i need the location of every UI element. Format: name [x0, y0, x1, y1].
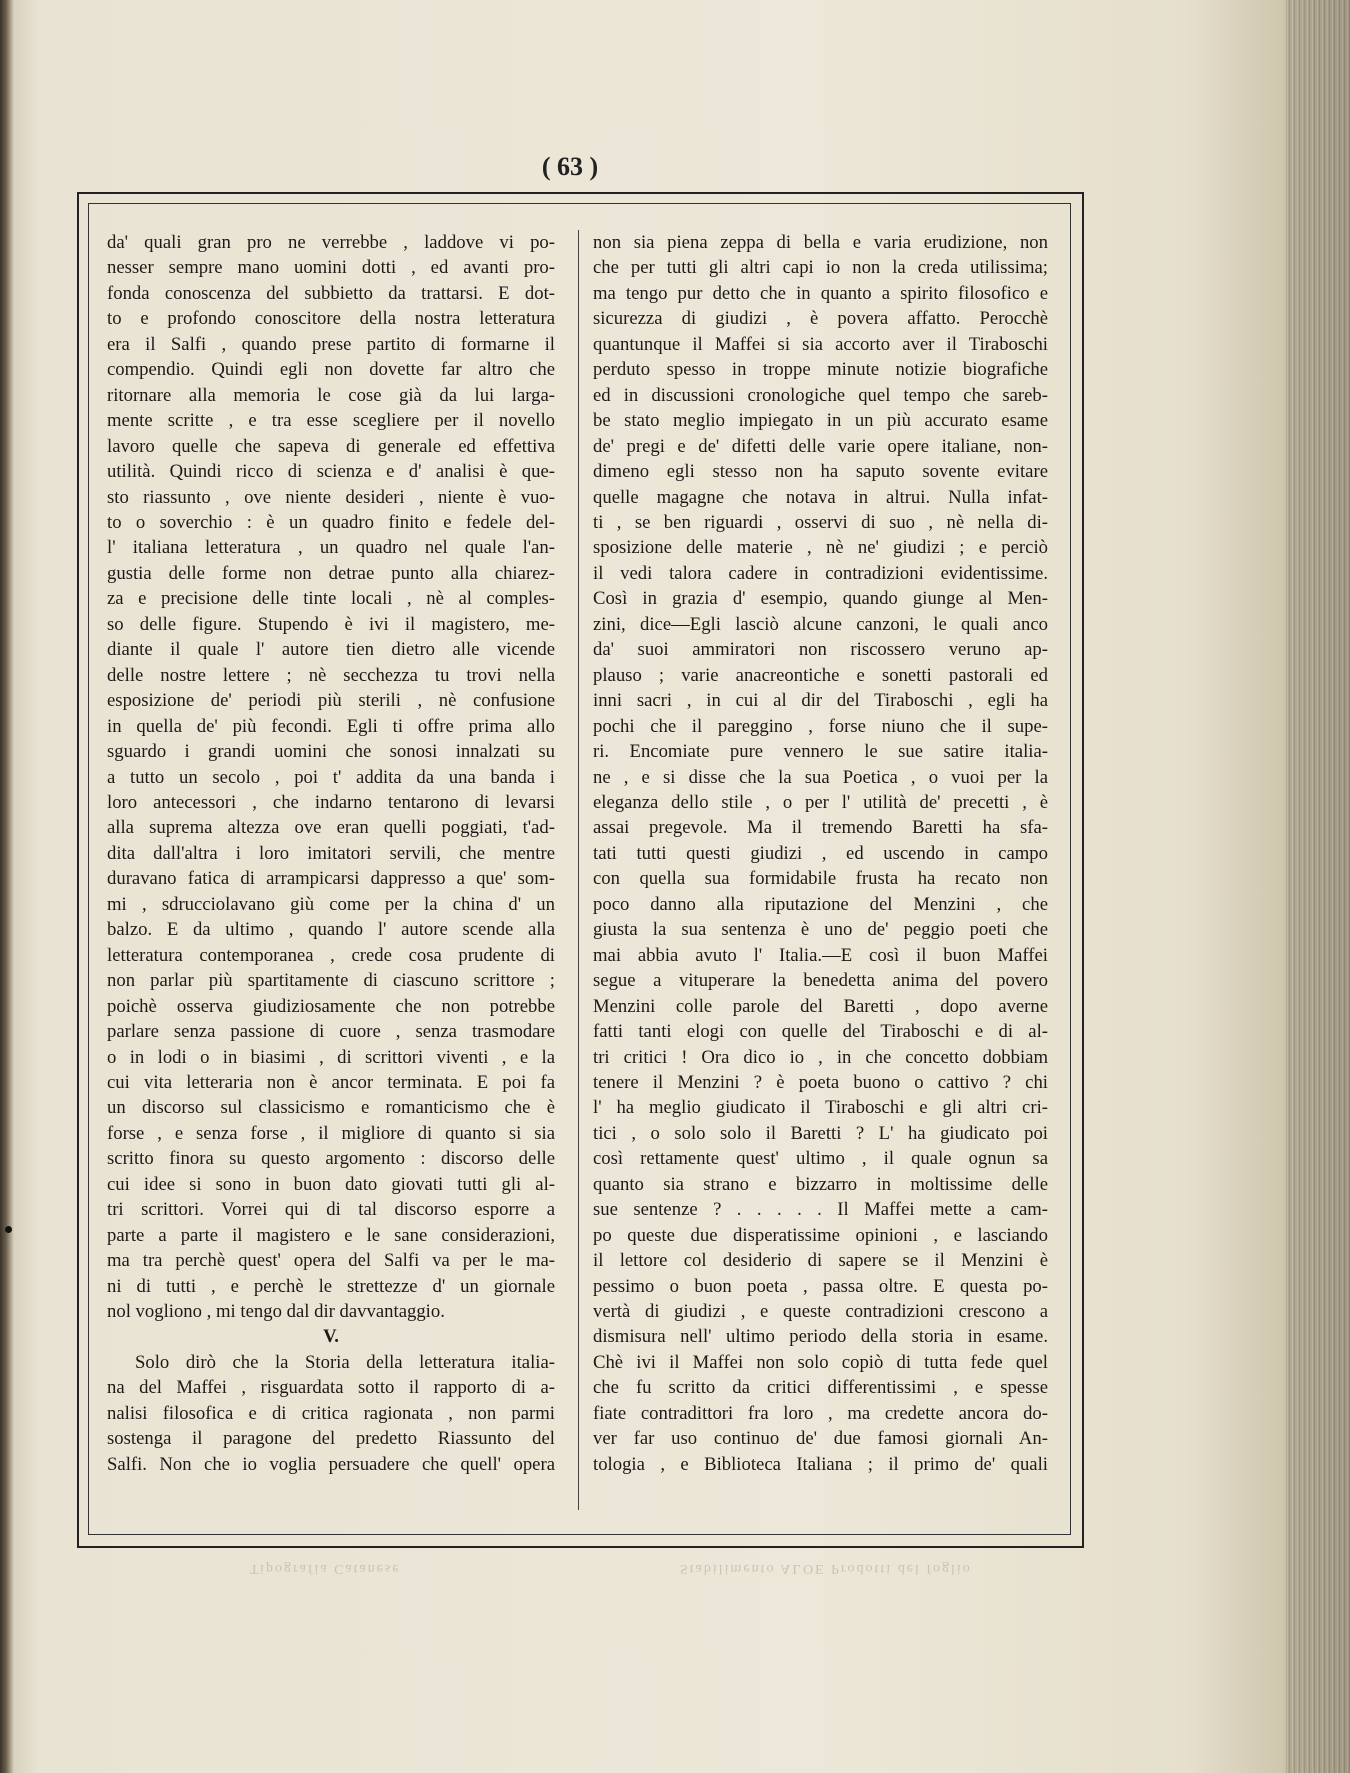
text-line: tri scrittori. Vorrei qui di tal discorso esporre a [107, 1199, 555, 1221]
text-line: non parlar più spartitamente di ciascuno scrittore ; [107, 970, 555, 992]
text-line: delle nostre lettere ; nè secchezza tu trovi nella [107, 664, 555, 686]
text-line: to e profondo conoscitore della nostra letteratura [107, 308, 555, 330]
text-line: era il Salfi , quando prese partito di formarne il [107, 333, 555, 355]
page-number: ( 63 ) [541, 152, 599, 181]
text-line: sguardo i grandi uomini che sonosi innalzati su [107, 741, 555, 763]
text-line: po queste due disperatissime opinioni , e lasciando [593, 1224, 1048, 1246]
text-line: na del Maffei , risguardata sotto il rapporto di a- [107, 1377, 555, 1399]
text-line: fiate contradittori fra loro , ma credette ancora do- [593, 1402, 1048, 1424]
text-line: da' suoi ammiratori non riscossero veruno ap- [593, 639, 1048, 661]
text-line: segue a vituperare la benedetta anima del povero [593, 970, 1048, 992]
text-line: balzo. E da ultimo , quando l' autore scende alla [107, 919, 555, 941]
text-line: giusta la sua sentenza è uno de' peggio poeti che [593, 919, 1048, 941]
text-line: ne , e si disse che la sua Poetica , o vuoi per la [593, 766, 1048, 788]
right-column [593, 230, 1048, 1515]
text-line: utilità. Quindi ricco di scienza e d' analisi è que- [107, 461, 555, 483]
text-line: forse , e senza forse , il migliore di quanto si sia [107, 1122, 555, 1144]
text-line: so delle figure. Stupendo è ivi il magistero, me- [107, 613, 555, 635]
text-line: ver far uso continuo de' due famosi giornali An- [593, 1428, 1048, 1450]
text-line: sto riassunto , ove niente desideri , niente è vuo- [107, 486, 555, 508]
text-line: tologia , e Biblioteca Italiana ; il primo de' quali [593, 1453, 1048, 1475]
text-line: poco danno alla riputazione del Menzini , che [593, 893, 1048, 915]
text-line: che fu scritto da critici differentissimi , e spesse [593, 1377, 1048, 1399]
text-line: così rettamente quest' ultimo , il quale ognun sa [593, 1148, 1048, 1170]
text-line: sostenga il paragone del predetto Riassunto del [107, 1428, 555, 1450]
text-line: Solo dirò che la Storia della letteratura italia- [135, 1351, 555, 1373]
text-line: mente scritte , e tra esse scegliere per il novello [107, 410, 555, 432]
text-line: Chè ivi il Maffei non solo copiò di tutta fede quel [593, 1351, 1048, 1373]
text-line: scritto finora su questo argomento : discorso delle [107, 1148, 555, 1170]
text-line: fatti tanti elogi con quelle del Tiraboschi e di al- [593, 1021, 1048, 1043]
text-line: parlare senza passione di cuore , senza trasmodare [107, 1021, 555, 1043]
text-line: pessimo o buon poeta , passa oltre. E questa po- [593, 1275, 1048, 1297]
text-line: non sia piena zeppa di bella e varia erudizione, non [593, 232, 1048, 253]
text-line: da' quali gran pro ne verrebbe , laddove vi po- [107, 232, 555, 253]
text-line: duravano fatica di arrampicarsi dappresso a que' som- [107, 868, 555, 890]
text-line: alla suprema altezza ove eran quelli poggiati, t'ad- [107, 817, 555, 839]
margin-mark [5, 1226, 12, 1233]
text-line: ritornare alla memoria le cose già da lui larga- [107, 384, 555, 406]
text-line: o in lodi o in biasimi , di scrittori viventi , e la [107, 1046, 555, 1068]
text-line: sposizione delle materie , nè ne' giudizi ; e perciò [593, 537, 1048, 559]
text-line: tati tutti questi giudizi , ed uscendo in campo [593, 842, 1048, 864]
text-line: letteratura contemporanea , crede cosa prudente di [107, 944, 555, 966]
text-line: Menzini colle parole del Baretti , dopo averne [593, 995, 1048, 1017]
text-line: esposizione de' periodi più sterili , nè confusione [107, 690, 555, 712]
text-line: lavoro quelle che sapeva di generale ed effettiva [107, 435, 555, 457]
text-line: un discorso sul classicismo e romanticismo che è [107, 1097, 555, 1119]
text-line: gustia delle forme non detrae punto alla chiarez- [107, 562, 555, 584]
text-line: nalisi filosofica e di critica ragionata , non parmi [107, 1402, 555, 1424]
text-line: il lettore col desiderio di sapere se il Menzini è [593, 1250, 1048, 1272]
text-line: il vedi talora cadere in contradizioni evidentissime. [593, 562, 1048, 584]
column-divider [578, 230, 580, 1510]
text-line: ti , se ben riguardi , osservi di suo , nè nella di- [593, 511, 1048, 533]
text-line: sue sentenze ? . . . . . Il Maffei mette a cam- [593, 1199, 1048, 1221]
bleed-through-imprint-right: Stabilimento ALOE Prodotti del foglio [680, 1561, 972, 1576]
text-line: quanto sia strano e bizzarro in moltissime delle [593, 1173, 1048, 1195]
text-line: be stato meglio impiegato in un più accurato esame [593, 410, 1048, 432]
text-line: inni sacri , in cui al dir del Tiraboschi , egli ha [593, 690, 1048, 712]
text-line: loro antecessori , che indarno tentarono di levarsi [107, 791, 555, 813]
text-line: quelle magagne che notava in altrui. Nulla infat- [593, 486, 1048, 508]
text-line: mai abbia avuto l' Italia.—E così il buon Maffei [593, 944, 1048, 966]
left-column [107, 230, 555, 1515]
text-line: fonda conoscenza del subbietto da trattarsi. E dot- [107, 282, 555, 304]
text-line: nesser sempre mano uomini dotti , ed avanti pro- [107, 257, 555, 279]
text-line: in quella de' più fecondi. Egli ti offre prima allo [107, 715, 555, 737]
text-line: ed in discussioni cronologiche quel tempo che sareb- [593, 384, 1048, 406]
text-line: mi , sdrucciolavano giù come per la china d' un [107, 893, 555, 915]
text-line: assai pregevole. Ma il tremendo Baretti ha sfa- [593, 817, 1048, 839]
text-line: con quella sua formidabile frusta ha recato non [593, 868, 1048, 890]
text-line: sicurezza di giudizi , è povera affatto. Perocchè [593, 308, 1048, 330]
bleed-through-imprint-left: Tipografia Catanese [250, 1561, 401, 1576]
text-line: de' pregi e de' difetti delle varie opere italiane, non- [593, 435, 1048, 457]
text-line: pochi che il pareggino , forse niuno che il supe- [593, 715, 1048, 737]
text-line: dita dall'altra i loro imitatori servili, che mentre [107, 842, 555, 864]
text-line: cui idee si sono in buon dato giovati tutti gli al- [107, 1173, 555, 1195]
text-line: dismisura nell' ultimo periodo della storia in esame. [593, 1326, 1048, 1348]
text-line: nol vogliono , mi tengo dal dir davvantaggio. [107, 1301, 445, 1323]
text-line: ma tra perchè quest' opera del Salfi va per le ma- [107, 1250, 555, 1272]
text-line: vertà di giudizi , e queste contradizioni crescono a [593, 1301, 1048, 1323]
text-line: Salfi. Non che io voglia persuadere che quell' opera [107, 1453, 555, 1475]
text-line: Così in grazia d' esempio, quando giunge al Men- [593, 588, 1048, 610]
section-heading: V. [323, 1326, 339, 1348]
text-line: to o soverchio : è un quadro finito e fedele del- [107, 511, 555, 533]
text-line: za e precisione delle tinte locali , nè al comples- [107, 588, 555, 610]
text-line: quantunque il Maffei si sia accorto aver il Tiraboschi [593, 333, 1048, 355]
text-line: zini, dice—Egli lasciò alcune canzoni, le quali anco [593, 613, 1048, 635]
text-line: compendio. Quindi egli non dovette far altro che [107, 359, 555, 381]
text-line: ni di tutti , e perchè le strettezze d' un giornale [107, 1275, 555, 1297]
text-line: poichè osserva giudiziosamente che non potrebbe [107, 995, 555, 1017]
text-line: cui vita letteraria non è ancor terminata. E poi fa [107, 1071, 555, 1093]
page-edges [1286, 0, 1350, 1773]
text-line: plauso ; varie anacreontiche e sonetti pastorali ed [593, 664, 1048, 686]
text-line: eleganza dello stile , o per l' utilità de' precetti , è [593, 791, 1048, 813]
text-line: a tutto un secolo , poi t' addita da una banda i [107, 766, 555, 788]
text-line: dimeno egli stesso non ha saputo sovente evitare [593, 461, 1048, 483]
text-line: l' italiana letteratura , un quadro nel quale l'an- [107, 537, 555, 559]
text-line: diante il quale l' autore tien dietro alle vicende [107, 639, 555, 661]
text-line: tenere il Menzini ? è poeta buono o cattivo ? chi [593, 1071, 1048, 1093]
text-line: parte a parte il magistero e le sane considerazioni, [107, 1224, 555, 1246]
text-line: tri critici ! Ora dico io , in che concetto dobbiam [593, 1046, 1048, 1068]
text-line: perduto spesso in troppe minute notizie biografiche [593, 359, 1048, 381]
text-line: ma tengo pur detto che in quanto a spirito filosofico e [593, 282, 1048, 304]
text-line: tici , o solo solo il Baretti ? L' ha giudicato poi [593, 1122, 1048, 1144]
text-line: l' ha meglio giudicato il Tiraboschi e gli altri cri- [593, 1097, 1048, 1119]
text-line: ri. Encomiate pure vennero le sue satire italia- [593, 741, 1048, 763]
text-line: che per tutti gli altri capi io non la creda utilissima; [593, 257, 1048, 279]
